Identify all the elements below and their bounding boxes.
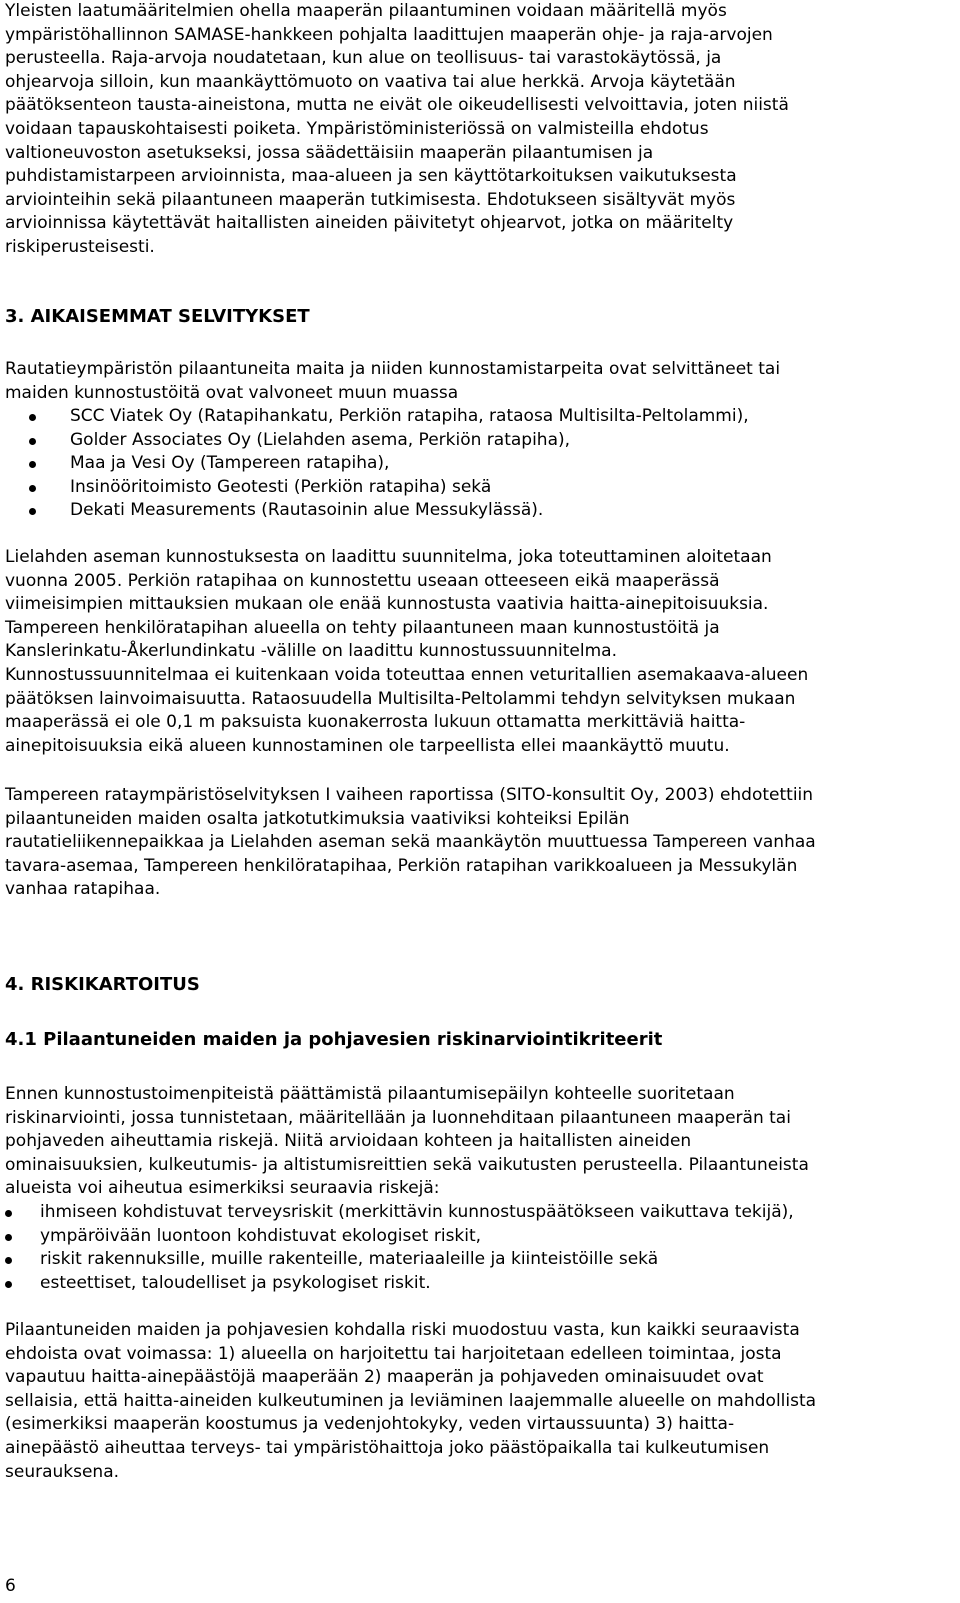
list-item-text: Golder Associates Oy (Lielahden asema, Perkiön ratapiha), (70, 429, 571, 450)
text-line: tavara-asemaa, Tampereen henkilöratapihaa, Perkiön ratapihan varikkoalueen ja Messukylän (5, 855, 798, 876)
text-line: (esimerkiksi maaperän koostumus ja vedenjohtokyky, veden virtaussuunta) 3) haitta- (5, 1414, 735, 1435)
text-line: puhdistamistarpeen arvioinnista, maa-alueen ja sen käyttötarkoituksen vaikutuksesta (5, 166, 737, 187)
text-line: Yleisten laatumääritelmien ohella maaperän pilaantuminen voidaan määritellä myös (5, 1, 727, 21)
text-line: Rautatieympäristön pilaantuneita maita ja niiden kunnostamistarpeita ovat selvittäneet tai (5, 359, 781, 379)
list-item (0, 1248, 955, 1272)
list-item (0, 476, 955, 500)
bullet-icon (29, 508, 36, 515)
list-item-text: riskit rakennuksille, muille rakenteille, materiaaleille ja kiinteistöille sekä (40, 1249, 659, 1270)
risks-list (0, 1201, 955, 1295)
text-line: seurauksena. (5, 1461, 120, 1482)
text-line: alueista voi aiheutua esimerkiksi seuraavia riskejä: (5, 1178, 440, 1199)
section-4-1-heading: 4.1 Pilaantuneiden maiden ja pohjavesien riskinarviointikriteerit (5, 1029, 663, 1050)
text-line: ainepäästö aiheuttaa terveys- tai ympäristöhaittoja joko päästöpaikalla tai kulkeutumisen (5, 1437, 770, 1458)
text-line: vuonna 2005. Perkiön ratapihaa on kunnostettu useaan otteeseen eikä maaperässä (5, 570, 720, 591)
bullet-icon (5, 1281, 12, 1288)
section-4-heading: 4. RISKIKARTOITUS (5, 974, 200, 995)
text-line: Tampereen henkilöratapihan alueella on tehty pilaantuneen maan kunnostustöitä ja (5, 617, 720, 638)
list-item-text: Dekati Measurements (Rautasoinin alue Messukylässä). (70, 500, 544, 521)
list-item-text: Insinööritoimisto Geotesti (Perkiön ratapiha) sekä (70, 476, 492, 497)
section-4-paragraph-2 (5, 1319, 955, 1484)
list-item-text: ihmiseen kohdistuvat terveysriskit (merkittävin kunnostuspäätökseen vaikuttava tekijä), (40, 1202, 794, 1222)
list-item (0, 405, 955, 429)
text-line: ehdoista ovat voimassa: 1) alueella on harjoitettu tai harjoitetaan edelleen toimintaa, josta (5, 1343, 782, 1364)
text-line: Kunnostussuunnitelmaa ei kuitenkaan voida toteuttaa ennen veturitallien asemakaava-alueen (5, 664, 809, 685)
text-line: pohjaveden aiheuttamia riskejä. Niitä arvioidaan kohteen ja haitallisten aineiden (5, 1131, 692, 1152)
text-line: maaperässä ei ole 0,1 m paksuista kuonakerrosta lukuun ottamatta merkittäviä haitta- (5, 712, 746, 733)
organizations-list (0, 405, 955, 523)
text-line: pilaantuneiden maiden osalta jatkotutkimuksia vaativiksi kohteiksi Epilän (5, 808, 630, 829)
list-item-text: ympäröivään luontoon kohdistuvat ekologiset riskit, (40, 1225, 482, 1246)
text-line: voidaan tapauskohtaisesti poiketa. Ympäristöministeriössä on valmisteilla ehdotus (5, 118, 709, 139)
text-line: Lielahden aseman kunnostuksesta on laadittu suunnitelma, joka toteuttaminen aloitetaan (5, 547, 772, 567)
bullet-icon (29, 438, 36, 445)
text-line: viimeisimpien mittauksien mukaan ole enää kunnostusta vaativia haitta-ainepitoisuuksia. (5, 594, 769, 615)
list-item-text: esteettiset, taloudelliset ja psykologiset riskit. (40, 1272, 431, 1293)
section-3-heading: 3. AIKAISEMMAT SELVITYKSET (5, 306, 310, 327)
text-line: Ennen kunnostustoimenpiteistä päättämistä pilaantumisepäilyn kohteelle suoritetaan (5, 1084, 735, 1104)
list-item (0, 499, 955, 523)
list-item-text: Maa ja Vesi Oy (Tampereen ratapiha), (70, 453, 390, 474)
section-3-paragraph-2 (5, 546, 955, 758)
list-item (0, 429, 955, 453)
text-line: sellaisia, että haitta-aineiden kulkeutuminen ja leviäminen laajemmalle alueelle on mahdollista (5, 1390, 817, 1411)
list-item-text: SCC Viatek Oy (Ratapihankatu, Perkiön ratapiha, rataosa Multisilta-Peltolammi), (70, 406, 749, 426)
text-line: Pilaantuneiden maiden ja pohjavesien kohdalla riski muodostuu vasta, kun kaikki seuraavista (5, 1320, 800, 1340)
list-item (0, 1272, 955, 1296)
text-line: Kanslerinkatu-Åkerlundinkatu -välille on laadittu kunnostussuunnitelma. (5, 641, 617, 662)
text-line: rautatieliikennepaikkaa ja Lielahden aseman sekä maankäytön muuttuessa Tampereen vanhaa (5, 832, 816, 853)
section-3-paragraph-3 (5, 784, 955, 902)
text-line: arvioinnissa käytettävät haitallisten aineiden päivitetyt ohjearvot, jotka on määritelty (5, 213, 734, 234)
list-item (0, 1225, 955, 1249)
text-line: valtioneuvoston asetukseksi, jossa säädettäisiin maaperän pilaantumisen ja (5, 142, 654, 163)
text-line: perusteella. Raja-arvoja noudatetaan, kun alue on teollisuus- tai varastokäytössä, ja (5, 48, 722, 69)
text-line: arviointeihin sekä pilaantuneen maaperän tutkimisesta. Ehdotukseen sisältyvät myös (5, 189, 736, 210)
bullet-icon (29, 414, 36, 421)
text-line: riskinarviointi, jossa tunnistetaan, määritellään ja luonnehditaan pilaantuneen maaperän tai (5, 1107, 791, 1128)
text-line: ominaisuuksien, kulkeutumis- ja altistumisreittien sekä vaikutusten perusteella. Pilaantuneista (5, 1154, 809, 1175)
section-4-paragraph-1 (5, 1083, 955, 1201)
bullet-icon (5, 1234, 12, 1241)
text-line: ainepitoisuuksia eikä alueen kunnostaminen ole tarpeellista ellei maankäyttö muutu. (5, 735, 730, 756)
text-line: päätöksenteon tausta-aineistona, mutta ne eivät ole oikeudellisesti velvoittavia, joten niistä (5, 95, 789, 116)
intro-paragraph (5, 0, 955, 260)
text-line: vapautuu haitta-ainepäästöjä maaperään 2) maaperän ja pohjaveden ominaisuudet ovat (5, 1367, 764, 1388)
bullet-icon (29, 461, 36, 468)
page-number: 6 (5, 1576, 16, 1596)
bullet-icon (29, 485, 36, 492)
text-line: ohjearvoja silloin, kun maankäyttömuoto on vaativa tai alue herkkä. Arvoja käytetään (5, 71, 736, 92)
section-3-intro (5, 358, 955, 405)
text-line: Tampereen rataympäristöselvityksen I vaiheen raportissa (SITO-konsultit Oy, 2003) ehdotettiin (5, 785, 814, 805)
list-item (0, 1201, 955, 1225)
list-item (0, 452, 955, 476)
text-line: maiden kunnostustöitä ovat valvoneet muun muassa (5, 382, 459, 403)
text-line: päätöksen lainvoimaisuutta. Rataosuudella Multisilta-Peltolammi tehdyn selvityksen mukaan (5, 688, 796, 709)
text-line: ympäristöhallinnon SAMASE-hankkeen pohjalta laadittujen maaperän ohje- ja raja-arvojen (5, 24, 773, 45)
bullet-icon (5, 1257, 12, 1264)
text-line: riskiperusteisesti. (5, 236, 155, 257)
bullet-icon (5, 1210, 12, 1217)
text-line: vanhaa ratapihaa. (5, 879, 161, 900)
